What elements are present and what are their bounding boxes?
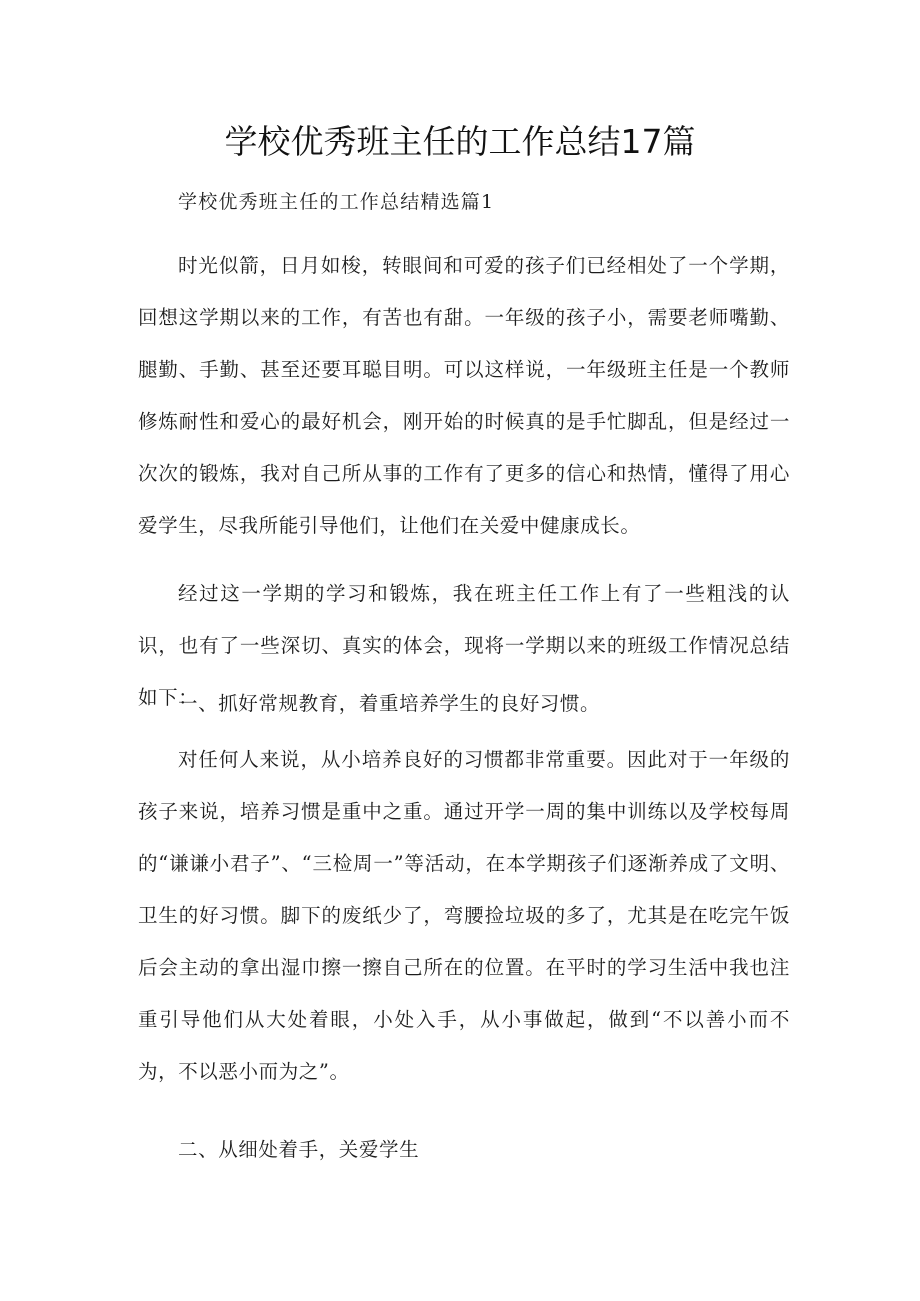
paragraph-summary-lead: 经过这一学期的学习和锻炼，我在班主任工作上有了一些粗浅的认识，也有了一些深切、真实的体会，现将一学期以来的班级工作情况总结如下： <box>138 582 790 709</box>
section-heading-2: 二、从细处着手，关爱学生 <box>178 1138 420 1161</box>
document-title: 学校优秀班主任的工作总结17篇 <box>224 122 696 161</box>
paragraph-intro: 时光似箭，日月如梭，转眼间和可爱的孩子们已经相处了一个学期，回想这学期以来的工作，有苦也有甜。一年级的孩子小，需要老师嘴勤、腿勤、手勤、甚至还要耳聪目明。可以这样说，一年级班主任是一个教师修炼耐性和爱心的最好机会，刚开始的时候真的是手忙脚乱，但是经过一次次的锻炼，我对自己所从事的工作有了更多的信心和热情，懂得了用心爱学生，尽我所能引导他们，让他们在关爱中健康成长。 <box>138 254 790 537</box>
section-subtitle: 学校优秀班主任的工作总结精选篇1 <box>178 191 495 213</box>
paragraph-habits: 对任何人来说，从小培养良好的习惯都非常重要。因此对于一年级的孩子来说，培养习惯是重中之重。通过开学一周的集中训练以及学校每周的“谦谦小君子”、“三检周一”等活动，在本学期孩子们逐渐养成了文明、卫生的好习惯。脚下的废纸少了，弯腰捡垃圾的多了，尤其是在吃完午饭后会主动的拿出湿巾擦一擦自己所在的位置。在平时的学习生活中我也注重引导他们从大处着眼，小处入手，从小事做起，做到“不以善小而不为，不以恶小而为之”。 <box>138 748 790 1083</box>
section-heading-1: 一、抓好常规教育，着重培养学生的良好习惯。 <box>178 692 601 715</box>
